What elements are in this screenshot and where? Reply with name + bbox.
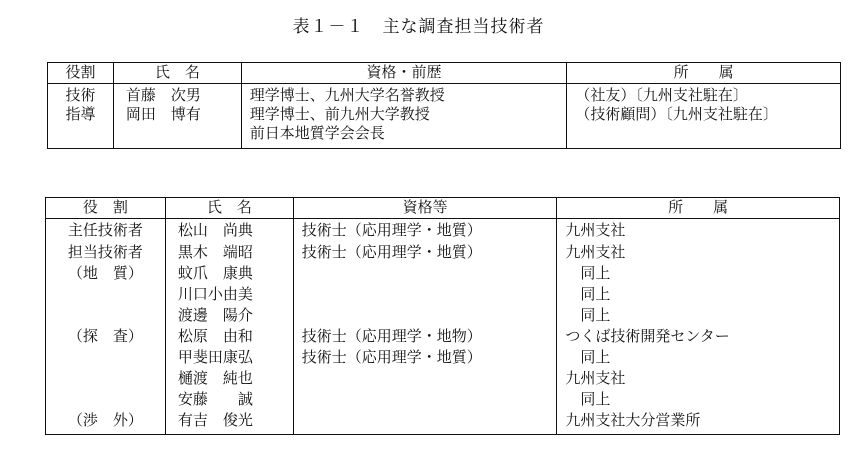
qualification-cell: 前日本地質学会会長	[241, 124, 567, 148]
role-cell: （渉 外）	[67, 410, 143, 429]
affiliation-cell: （技術顧問）〔九州支社駐在〕	[567, 105, 841, 124]
affiliation-cell: 同上	[557, 264, 840, 285]
affiliation-cell: つくば技術開発センター	[557, 327, 840, 348]
table-header-row	[46, 198, 840, 219]
qualification-cell: 技術士（応用理学・地質）	[293, 219, 557, 243]
affiliation-cell: 同上	[557, 348, 840, 369]
name-cell: 樋渡 純也	[165, 369, 293, 390]
header-qualification: 資格等	[293, 198, 557, 219]
affiliation-cell: 同上	[557, 390, 840, 411]
table-row	[46, 348, 840, 369]
header-name: 氏 名	[165, 198, 293, 219]
name-cell: 松山 尚典	[165, 219, 293, 243]
role-cell: 技術	[65, 86, 96, 104]
qualification-cell	[293, 306, 557, 327]
role-cell: 主任技術者	[67, 221, 143, 239]
qualification-cell: 技術士（応用理学・地質）	[293, 348, 557, 369]
qualification-cell: 技術士（応用理学・地質）	[293, 243, 557, 264]
qualification-cell: 技術士（応用理学・地物）	[293, 327, 557, 348]
qualification-cell: 理学博士、九州大学名誉教授	[241, 84, 567, 106]
table-caption: 表１－１ 主な調査担当技術者	[292, 17, 545, 37]
role-cell: （探 査）	[67, 326, 143, 345]
table-row	[46, 390, 840, 411]
name-cell: 渡邊 陽介	[165, 306, 293, 327]
affiliation-cell: 九州支社	[557, 243, 840, 264]
header-name: 氏 名	[113, 63, 241, 84]
name-cell: 有吉 俊光	[165, 411, 293, 435]
table-row	[46, 369, 840, 390]
table-row	[46, 285, 840, 306]
name-cell: 黒木 端昭	[165, 243, 293, 264]
name-cell: 甲斐田康弘	[165, 348, 293, 369]
name-cell: 首藤 次男	[113, 84, 241, 106]
affiliation-cell: 同上	[557, 306, 840, 327]
table-row	[46, 411, 840, 435]
header-role: 役割	[48, 63, 114, 84]
affiliation-cell: 九州支社大分営業所	[557, 411, 840, 435]
table-row	[48, 105, 841, 124]
table-row	[48, 84, 841, 106]
qualification-cell	[293, 411, 557, 435]
role-cell	[48, 124, 114, 148]
table-row	[46, 219, 840, 243]
role-cell	[46, 390, 166, 411]
header-affiliation: 所 属	[557, 198, 840, 219]
table-row	[46, 306, 840, 327]
name-cell: 蚊爪 康典	[165, 264, 293, 285]
affiliation-cell: （社友）〔九州支社駐在〕	[567, 84, 841, 106]
role-cell	[46, 306, 166, 327]
role-cell	[46, 348, 166, 369]
name-cell	[113, 124, 241, 148]
name-cell: 岡田 博有	[113, 105, 241, 124]
table-row	[48, 124, 841, 148]
qualification-cell	[293, 390, 557, 411]
role-cell: 指導	[65, 105, 96, 123]
role-cell: （地 質）	[67, 263, 143, 282]
affiliation-cell: 九州支社	[557, 219, 840, 243]
qualification-cell	[293, 264, 557, 285]
table-row	[46, 327, 840, 348]
table-header-row	[48, 63, 841, 84]
table-row	[46, 243, 840, 264]
name-cell: 松原 由和	[165, 327, 293, 348]
table-row	[46, 264, 840, 285]
qualification-cell	[293, 369, 557, 390]
affiliation-cell	[567, 124, 841, 148]
header-affiliation: 所 属	[567, 63, 841, 84]
name-cell: 安藤 誠	[165, 390, 293, 411]
affiliation-cell: 九州支社	[557, 369, 840, 390]
header-qualification: 資格・前歴	[241, 63, 567, 84]
engineers-table	[45, 197, 840, 435]
name-cell: 川口小由美	[165, 285, 293, 306]
qualification-cell: 理学博士、前九州大学教授	[241, 105, 567, 124]
supervisors-table	[47, 62, 841, 149]
role-cell: 担当技術者	[67, 242, 143, 261]
affiliation-cell: 同上	[557, 285, 840, 306]
role-cell	[46, 369, 166, 390]
qualification-cell	[293, 285, 557, 306]
role-cell	[46, 285, 166, 306]
header-role: 役 割	[46, 198, 166, 219]
